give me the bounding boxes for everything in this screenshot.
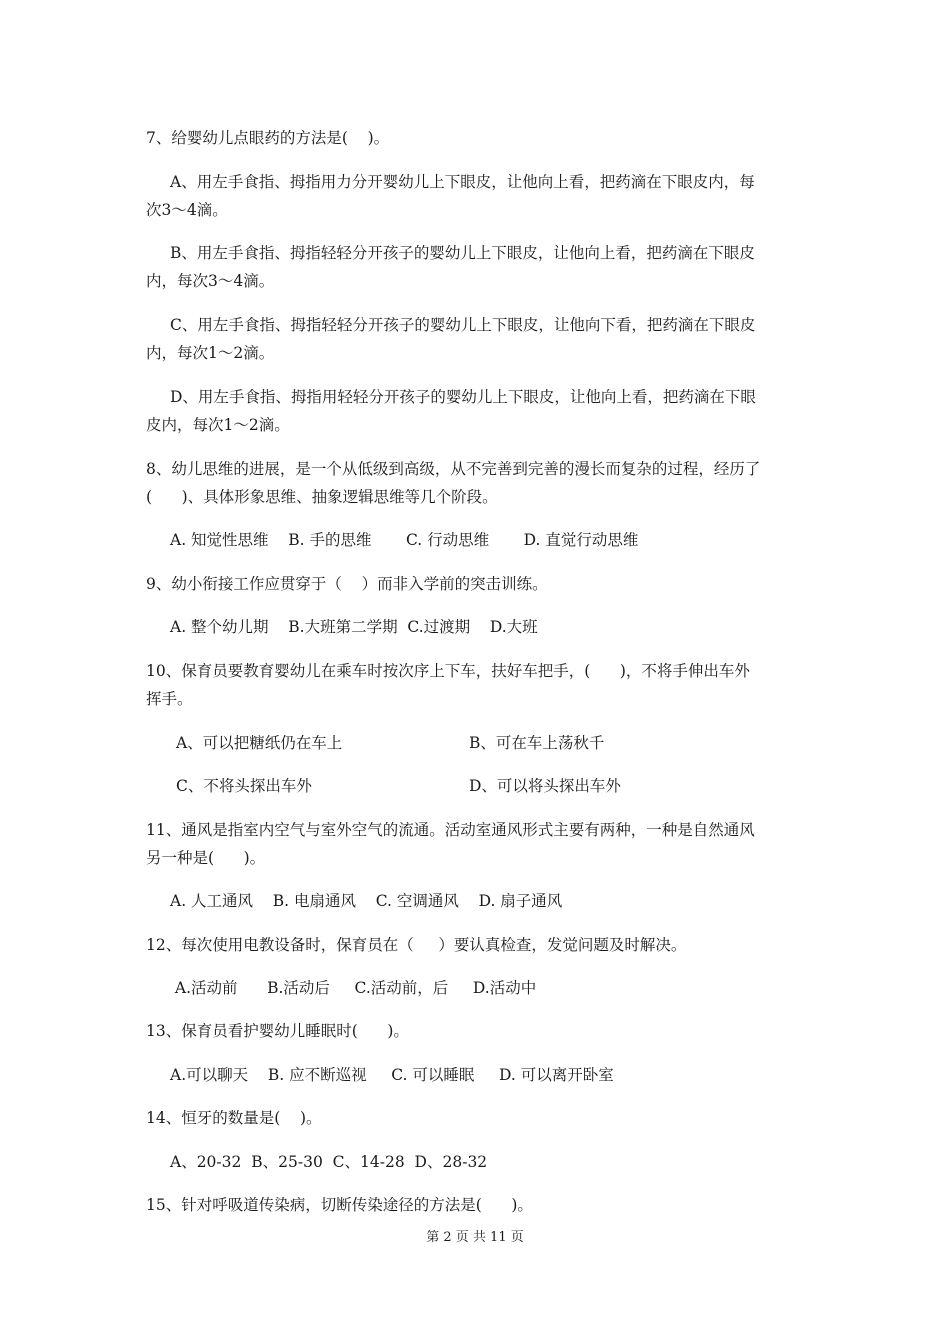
question-14-options: A、20-32 B、25-30 C、14-28 D、28-32 <box>170 1153 488 1171</box>
question-10-stem-cont: 挥手。 <box>146 690 193 708</box>
question-7-option-b-cont: 内，每次3～4滴。 <box>146 272 275 290</box>
question-7-option-d-cont: 皮内，每次1～2滴。 <box>146 416 290 434</box>
question-10-option-d: D、可以将头探出车外 <box>469 777 621 795</box>
question-7-option-a-cont: 次3～4滴。 <box>146 201 228 219</box>
question-9-stem: 9、幼小衔接工作应贯穿于（ ）而非入学前的突击训练。 <box>146 575 548 593</box>
question-10-stem: 10、保育员要教育婴幼儿在乘车时按次序上下车，扶好车把手，( )，不将手伸出车外 <box>146 662 750 680</box>
question-8-stem: 8、幼儿思维的进展，是一个从低级到高级，从不完善到完善的漫长而复杂的过程，经历了 <box>146 460 761 478</box>
question-7-option-d: D、用左手食指、拇指用轻轻分开孩子的婴幼儿上下眼皮，让他向上看，把药滴在下眼 <box>170 388 756 406</box>
question-9-options: A. 整个幼儿期 B.大班第二学期 C.过渡期 D.大班 <box>170 618 538 636</box>
question-8-stem-cont: ( )、具体形象思维、抽象逻辑思维等几个阶段。 <box>146 488 498 506</box>
question-7-option-a: A、用左手食指、拇指用力分开婴幼儿上下眼皮，让他向上看，把药滴在下眼皮内，每 <box>170 173 755 191</box>
question-12-stem: 12、每次使用电教设备时，保育员在（ ）要认真检查，发觉问题及时解决。 <box>146 936 687 954</box>
page-footer: 第 2 页 共 11 页 <box>426 1230 524 1245</box>
question-10-option-b: B、可在车上荡秋千 <box>469 734 605 752</box>
question-11-options: A. 人工通风 B. 电扇通风 C. 空调通风 D. 扇子通风 <box>170 892 563 910</box>
question-10-option-a: A、可以把糖纸仍在车上 <box>176 734 343 752</box>
question-13-options: A.可以聊天 B. 应不断巡视 C. 可以睡眠 D. 可以离开卧室 <box>170 1066 614 1084</box>
question-12-options: A.活动前 B.活动后 C.活动前，后 D.活动中 <box>170 979 537 997</box>
question-11-stem: 11、通风是指室内空气与室外空气的流通。活动室通风形式主要有两种，一种是自然通风 <box>146 821 755 839</box>
question-15-stem: 15、针对呼吸道传染病，切断传染途径的方法是( )。 <box>146 1196 533 1214</box>
question-7-stem: 7、给婴幼儿点眼药的方法是( )。 <box>146 129 390 147</box>
question-10-option-c: C、不将头探出车外 <box>176 777 312 795</box>
question-7-option-c-cont: 内，每次1～2滴。 <box>146 344 275 362</box>
question-8-options: A. 知觉性思维 B. 手的思维 C. 行动思维 D. 直觉行动思维 <box>170 531 639 549</box>
question-7-option-b: B、用左手食指、拇指轻轻分开孩子的婴幼儿上下眼皮，让他向上看，把药滴在下眼皮 <box>170 244 755 262</box>
question-7-option-c: C、用左手食指、拇指轻轻分开孩子的婴幼儿上下眼皮，让他向下看，把药滴在下眼皮 <box>170 316 756 334</box>
question-14-stem: 14、恒牙的数量是( )。 <box>146 1109 322 1127</box>
question-11-stem-cont: 另一种是( )。 <box>146 849 266 867</box>
question-13-stem: 13、保育员看护婴幼儿睡眠时( )。 <box>146 1022 409 1040</box>
